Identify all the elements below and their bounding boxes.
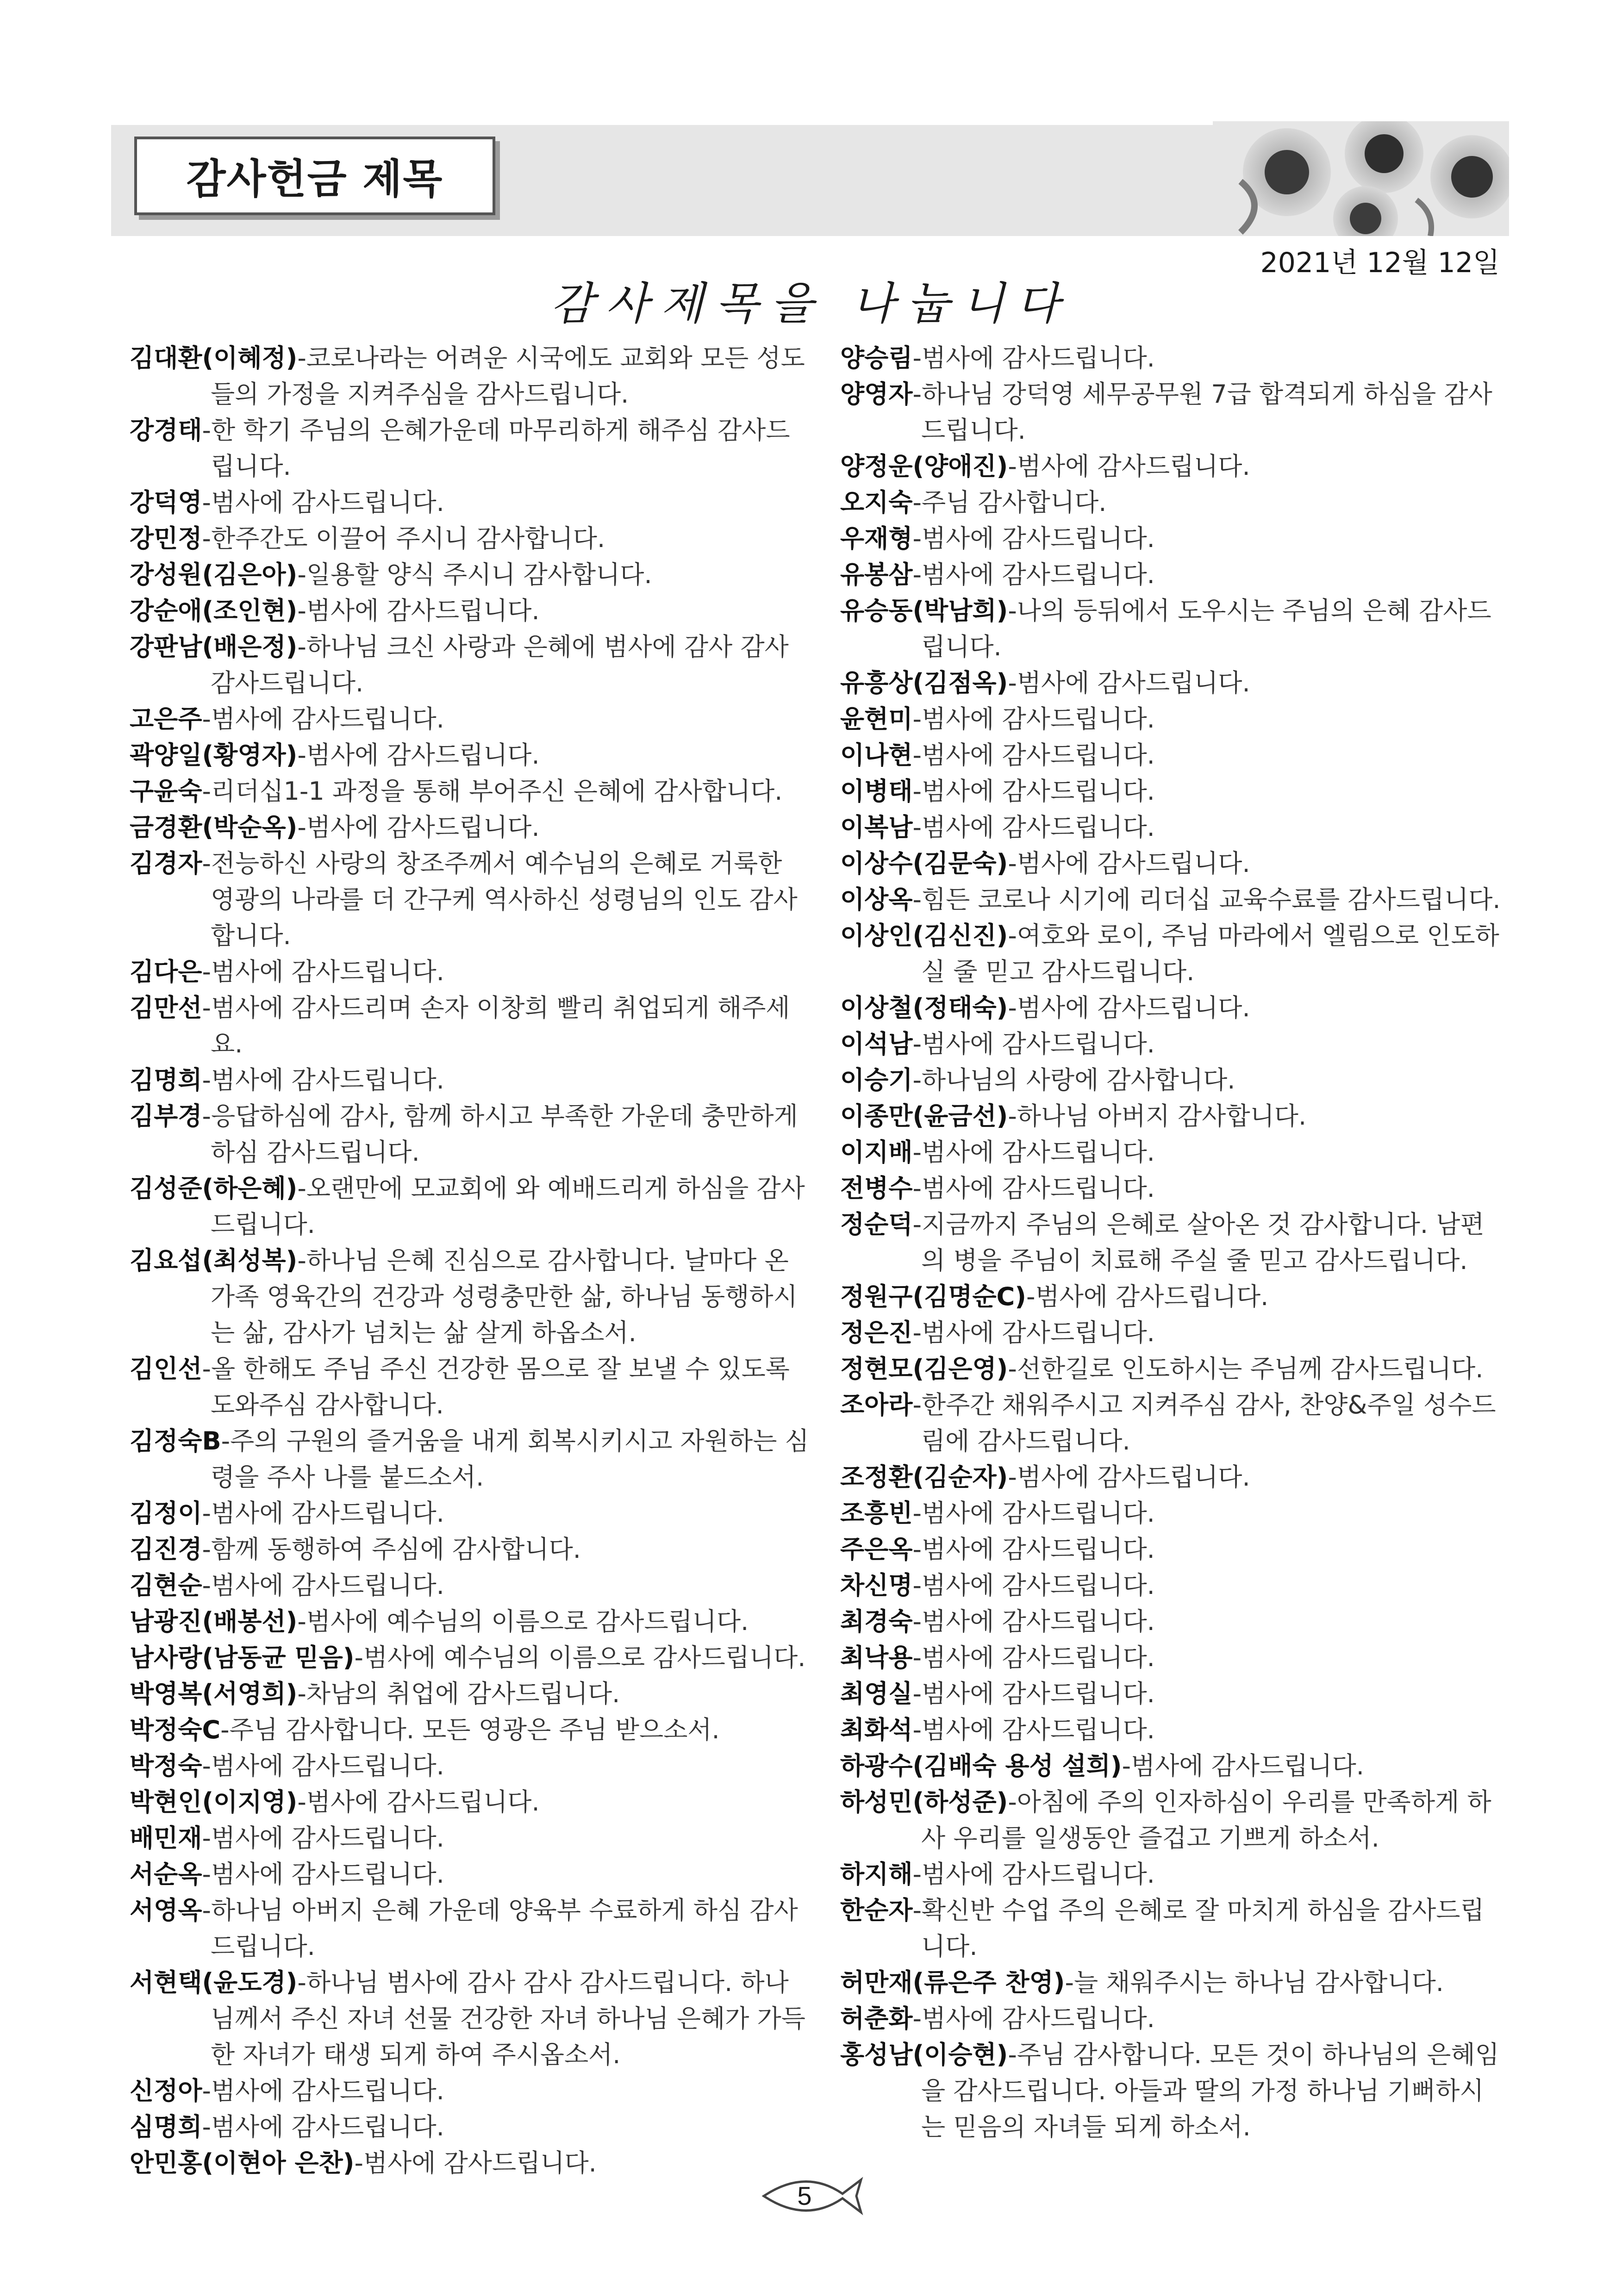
entry-text: -오랜만에 모교회에 와 예배드리게 하심을 감사드립니다. bbox=[211, 1174, 805, 1239]
entry-name: 김명희 bbox=[130, 1065, 202, 1095]
entry-name: 강판남(배은정) bbox=[130, 632, 298, 661]
entry-name: 금경환(박순옥) bbox=[130, 813, 298, 842]
prayer-entry bbox=[130, 1676, 810, 1712]
entry-name: 배민재 bbox=[130, 1823, 202, 1853]
entry-name: 정원구(김명순C) bbox=[840, 1282, 1026, 1311]
entry-text: -올 한해도 주님 주신 건강한 몸으로 잘 보낼 수 있도록 도와주심 감사합니다. bbox=[202, 1354, 790, 1419]
entry-text: -범사에 감사드립니다. bbox=[912, 740, 1155, 770]
entry-name: 김현순 bbox=[130, 1571, 202, 1600]
prayer-entry bbox=[840, 1134, 1507, 1170]
entry-name: 최영실 bbox=[840, 1679, 913, 1708]
prayer-entry bbox=[840, 1892, 1507, 1965]
section-title: 감사헌금 제목 bbox=[186, 155, 443, 203]
entry-text: -범사에 감사드립니다. bbox=[1008, 452, 1250, 481]
entry-text: -주님 감사합니다. 모든 것이 하나님의 은혜임을 감사드립니다. 아들과 딸의 가정 하나님 기뻐하시는 믿음의 자녀들 되게 하소서. bbox=[921, 2040, 1499, 2141]
prayer-entry bbox=[840, 1531, 1507, 1568]
prayer-entry bbox=[840, 485, 1507, 521]
prayer-entry bbox=[130, 737, 810, 773]
entry-name: 심명희 bbox=[130, 2112, 202, 2141]
prayer-entry bbox=[840, 557, 1507, 593]
entry-name: 김만선 bbox=[130, 993, 202, 1022]
prayer-entry bbox=[840, 882, 1507, 918]
prayer-entry bbox=[130, 701, 810, 737]
entry-name: 서순옥 bbox=[130, 1860, 202, 1889]
prayer-entry bbox=[130, 1640, 810, 1676]
entry-name: 이상인(김신진) bbox=[840, 921, 1008, 950]
entry-name: 정은진 bbox=[840, 1318, 913, 1347]
prayer-entry bbox=[840, 1279, 1507, 1315]
entry-name: 윤현미 bbox=[840, 704, 913, 734]
entry-name: 조정환(김순자) bbox=[840, 1462, 1008, 1492]
entry-name: 조흥빈 bbox=[840, 1499, 913, 1528]
entry-name: 이상수(김문숙) bbox=[840, 849, 1008, 878]
prayer-entry bbox=[840, 1387, 1507, 1459]
prayer-entry bbox=[840, 593, 1507, 665]
entry-name: 유승동(박남희) bbox=[840, 596, 1008, 625]
prayer-entry bbox=[840, 1676, 1507, 1712]
entry-name: 김인선 bbox=[130, 1354, 202, 1383]
entry-name: 이종만(윤금선) bbox=[840, 1101, 1008, 1131]
entry-text: -범사에 감사드립니다. bbox=[912, 2004, 1155, 2033]
entry-text: -한주간도 이끌어 주시니 감사합니다. bbox=[202, 524, 605, 553]
entry-text: -범사에 감사드립니다. bbox=[912, 1138, 1155, 1167]
entry-text: -범사에 감사드립니다. bbox=[912, 1571, 1155, 1600]
entry-text: -범사에 감사드립니다. bbox=[202, 1065, 444, 1095]
entry-text: -범사에 감사드립니다. bbox=[912, 1679, 1155, 1708]
entry-text: -범사에 감사드립니다. bbox=[202, 488, 444, 517]
entry-name: 곽양일(황영자) bbox=[130, 740, 298, 770]
prayer-entry bbox=[130, 521, 810, 557]
entry-name: 김성준(하은혜) bbox=[130, 1174, 298, 1203]
prayer-entry bbox=[840, 809, 1507, 846]
prayer-entry bbox=[840, 448, 1507, 485]
entry-name: 조아라 bbox=[840, 1390, 913, 1419]
entry-name: 하광수(김배숙 용성 설희) bbox=[840, 1751, 1122, 1780]
prayer-entry bbox=[840, 2037, 1507, 2145]
prayer-entry bbox=[840, 1640, 1507, 1676]
entry-text: -하나님 아버지 감사합니다. bbox=[1008, 1101, 1307, 1131]
entry-name: 홍성남(이승현) bbox=[840, 2040, 1008, 2069]
entry-name: 김경자 bbox=[130, 849, 202, 878]
prayer-entry bbox=[840, 1568, 1507, 1604]
entry-name: 신정아 bbox=[130, 2076, 202, 2105]
entry-text: -범사에 감사드립니다. bbox=[912, 1499, 1155, 1528]
entry-text: -아침에 주의 인자하심이 우리를 만족하게 하사 우리를 일생동안 즐겁고 기쁘게 하소서. bbox=[921, 1787, 1491, 1853]
entry-text: -한주간 채워주시고 지켜주심 감사, 찬양&주일 성수드림에 감사드립니다. bbox=[912, 1390, 1496, 1456]
prayer-entry bbox=[130, 1748, 810, 1784]
prayer-entry bbox=[840, 990, 1507, 1026]
entry-name: 최경숙 bbox=[840, 1607, 913, 1636]
entry-text: -범사에 감사드립니다. bbox=[912, 813, 1155, 842]
entry-text: -주님 감사합니다. bbox=[912, 488, 1107, 517]
entry-name: 강덕영 bbox=[130, 488, 202, 517]
entry-text: -리더십1-1 과정을 통해 부어주신 은혜에 감사합니다. bbox=[202, 777, 783, 806]
entry-text: -하나님 강덕영 세무공무원 7급 합격되게 하심을 감사드립니다. bbox=[912, 380, 1492, 445]
entry-text: -범사에 예수님의 이름으로 감사드립니다. bbox=[354, 1643, 806, 1672]
prayer-entry bbox=[840, 521, 1507, 557]
prayer-entry bbox=[130, 1604, 810, 1640]
prayer-entry bbox=[840, 2001, 1507, 2037]
entry-text: -범사에 감사드립니다. bbox=[202, 2112, 444, 2141]
prayer-entry bbox=[130, 1351, 810, 1423]
entry-name: 하성민(하성준) bbox=[840, 1787, 1008, 1817]
entry-text: -범사에 감사드립니다. bbox=[1122, 1751, 1364, 1780]
prayer-entry bbox=[130, 990, 810, 1062]
entry-name: 김정이 bbox=[130, 1499, 202, 1528]
entry-text: -하나님 범사에 감사 감사 감사드립니다. 하나님께서 주신 자녀 선물 건강한 자녀 하나님 은혜가 가득한 자녀가 태생 되게 하여 주시옵소서. bbox=[211, 1968, 805, 2069]
entry-text: -범사에 감사드립니다. bbox=[202, 1860, 444, 1889]
entry-name: 강경태 bbox=[130, 416, 202, 445]
prayer-entry bbox=[130, 1423, 810, 1495]
prayer-entry bbox=[130, 340, 810, 412]
entry-name: 안민홍(이현아 은찬) bbox=[130, 2148, 355, 2178]
entry-text: -늘 채워주시는 하나님 감사합니다. bbox=[1065, 1968, 1444, 1997]
sunflower-image bbox=[1213, 121, 1509, 236]
prayer-entry bbox=[840, 773, 1507, 809]
entry-name: 유봉삼 bbox=[840, 560, 913, 589]
entry-name: 김정숙B bbox=[130, 1426, 221, 1456]
entry-name: 오지숙 bbox=[840, 488, 913, 517]
prayer-entry bbox=[840, 1207, 1507, 1279]
entry-text: -하나님의 사랑에 감사합니다. bbox=[912, 1065, 1235, 1095]
page-number: 5 bbox=[797, 2181, 812, 2210]
prayer-entry bbox=[840, 1315, 1507, 1351]
prayer-entry bbox=[840, 1098, 1507, 1134]
prayer-entry bbox=[130, 773, 810, 809]
entry-name: 강민정 bbox=[130, 524, 202, 553]
right-column bbox=[840, 340, 1507, 2145]
entry-name: 전병수 bbox=[840, 1174, 913, 1203]
prayer-entry bbox=[840, 1965, 1507, 2001]
entry-text: -응답하심에 감사, 함께 하시고 부족한 가운데 충만하게 하심 감사드립니다. bbox=[202, 1101, 798, 1167]
entry-name: 양영자 bbox=[840, 380, 913, 409]
prayer-entry bbox=[130, 593, 810, 629]
entry-text: -범사에 감사드립니다. bbox=[912, 1643, 1155, 1672]
entry-name: 우재형 bbox=[840, 524, 913, 553]
entry-name: 박영복(서영희) bbox=[130, 1679, 298, 1708]
prayer-entry bbox=[840, 340, 1507, 376]
prayer-entry bbox=[130, 2145, 810, 2181]
entry-text: -범사에 감사드립니다. bbox=[297, 813, 540, 842]
entry-text: -범사에 감사드립니다. bbox=[202, 704, 444, 734]
entry-text: -범사에 감사드립니다. bbox=[912, 343, 1155, 373]
entry-text: -범사에 감사드립니다. bbox=[1008, 668, 1250, 697]
prayer-entry bbox=[840, 1459, 1507, 1495]
entry-text: -범사에 감사드립니다. bbox=[912, 1715, 1155, 1744]
prayer-entry bbox=[840, 376, 1507, 448]
prayer-entry bbox=[130, 1965, 810, 2073]
prayer-entry bbox=[130, 1495, 810, 1531]
prayer-entry bbox=[130, 809, 810, 846]
entry-text: -범사에 감사드립니다. bbox=[202, 1499, 444, 1528]
entry-text: -범사에 예수님의 이름으로 감사드립니다. bbox=[297, 1607, 749, 1636]
entry-text: -범사에 감사드립니다. bbox=[912, 1029, 1155, 1058]
prayer-entry bbox=[840, 1856, 1507, 1892]
fish-icon bbox=[764, 2180, 861, 2212]
entry-text: -코로나라는 어려운 시국에도 교회와 모든 성도들의 가정을 지켜주심을 감사드립니다. bbox=[211, 343, 805, 409]
entry-text: -확신반 수업 주의 은혜로 잘 마치게 하심을 감사드립니다. bbox=[912, 1896, 1485, 1961]
entry-text: -범사에 감사드립니다. bbox=[297, 740, 540, 770]
entry-text: -여호와 로이, 주님 마라에서 엘림으로 인도하실 줄 믿고 감사드립니다. bbox=[921, 921, 1499, 986]
prayer-entry bbox=[130, 1531, 810, 1568]
entry-name: 김대환(이혜정) bbox=[130, 343, 298, 373]
entry-text: -범사에 감사드립니다. bbox=[202, 1571, 444, 1600]
entry-text: -범사에 감사드립니다. bbox=[912, 1174, 1155, 1203]
entry-name: 구윤숙 bbox=[130, 777, 202, 806]
prayer-entry bbox=[840, 846, 1507, 882]
entry-name: 이승기 bbox=[840, 1065, 913, 1095]
entry-text: -나의 등뒤에서 도우시는 주님의 은혜 감사드립니다. bbox=[921, 596, 1491, 661]
prayer-entry bbox=[130, 1892, 810, 1965]
entry-name: 강성원(김은아) bbox=[130, 560, 298, 589]
entry-text: -범사에 감사드립니다. bbox=[912, 1607, 1155, 1636]
entry-name: 서현택(윤도경) bbox=[130, 1968, 298, 1997]
entry-text: -범사에 감사드립니다. bbox=[202, 957, 444, 986]
entry-name: 허춘화 bbox=[840, 2004, 913, 2033]
entry-name: 한순자 bbox=[840, 1896, 913, 1925]
entry-text: -하나님 아버지 은혜 가운데 양육부 수료하게 하심 감사드립니다. bbox=[202, 1896, 798, 1961]
entry-name: 박현인(이지영) bbox=[130, 1787, 298, 1817]
entry-text: -범사에 감사드립니다. bbox=[1026, 1282, 1269, 1311]
entry-text: -범사에 감사드리며 손자 이창희 빨리 취업되게 해주세요. bbox=[202, 993, 790, 1058]
prayer-entry bbox=[130, 2073, 810, 2109]
entry-name: 유흥상(김점옥) bbox=[840, 668, 1008, 697]
entry-name: 이지배 bbox=[840, 1138, 913, 1167]
entry-name: 김요섭(최성복) bbox=[130, 1246, 298, 1275]
entry-name: 이상철(정태숙) bbox=[840, 993, 1008, 1022]
entry-name: 서영옥 bbox=[130, 1896, 202, 1925]
entry-name: 고은주 bbox=[130, 704, 202, 734]
entry-text: -주님 감사합니다. 모든 영광은 주님 받으소서. bbox=[220, 1715, 720, 1744]
entry-text: -범사에 감사드립니다. bbox=[202, 1751, 444, 1780]
prayer-entry bbox=[840, 665, 1507, 701]
entry-text: -힘든 코로나 시기에 리더십 교육수료를 감사드립니다. bbox=[912, 885, 1501, 914]
entry-name: 양정운(양애진) bbox=[840, 452, 1008, 481]
entry-text: -범사에 감사드립니다. bbox=[912, 524, 1155, 553]
entry-text: -범사에 감사드립니다. bbox=[1008, 849, 1250, 878]
entry-text: -함께 동행하여 주심에 감사합니다. bbox=[202, 1535, 581, 1564]
prayer-entry bbox=[130, 1856, 810, 1892]
prayer-entry bbox=[840, 1170, 1507, 1207]
issue-date: 2021년 12월 12일 bbox=[1260, 247, 1500, 279]
page-number-fish bbox=[750, 2171, 870, 2221]
entry-name: 이나현 bbox=[840, 740, 913, 770]
entry-name: 최낙용 bbox=[840, 1643, 913, 1672]
entry-name: 허만재(류은주 찬영) bbox=[840, 1968, 1065, 1997]
prayer-entry bbox=[840, 1495, 1507, 1531]
prayer-entry bbox=[130, 1712, 810, 1748]
entry-text: -범사에 감사드립니다. bbox=[912, 1535, 1155, 1564]
entry-text: -범사에 감사드립니다. bbox=[297, 1787, 540, 1817]
entry-text: -범사에 감사드립니다. bbox=[297, 596, 540, 625]
prayer-entry bbox=[130, 2109, 810, 2145]
prayer-entry bbox=[840, 1604, 1507, 1640]
prayer-entry bbox=[840, 1062, 1507, 1098]
entry-text: -범사에 감사드립니다. bbox=[1008, 993, 1250, 1022]
entry-text: -차남의 취업에 감사드립니다. bbox=[297, 1679, 620, 1708]
subtitle-handwritten: 감사제목을 나눕니다 bbox=[550, 278, 1072, 330]
entry-text: -주의 구원의 즐거움을 내게 회복시키시고 자원하는 심령을 주사 나를 붙드소서. bbox=[211, 1426, 809, 1492]
entry-text: -범사에 감사드립니다. bbox=[912, 560, 1155, 589]
prayer-entry bbox=[130, 412, 810, 485]
entry-name: 차신명 bbox=[840, 1571, 913, 1600]
prayer-entry bbox=[130, 1784, 810, 1820]
entry-name: 박정숙 bbox=[130, 1751, 202, 1780]
entry-name: 이복남 bbox=[840, 813, 913, 842]
entry-text: -하나님 크신 사랑과 은혜에 범사에 감사 감사 감사드립니다. bbox=[211, 632, 789, 697]
prayer-entry bbox=[840, 1351, 1507, 1387]
entry-text: -범사에 감사드립니다. bbox=[1008, 1462, 1250, 1492]
entry-text: -범사에 감사드립니다. bbox=[202, 2076, 444, 2105]
entry-name: 최화석 bbox=[840, 1715, 913, 1744]
entry-name: 주은옥 bbox=[840, 1535, 913, 1564]
prayer-entry bbox=[130, 557, 810, 593]
entry-name: 양승림 bbox=[840, 343, 913, 373]
prayer-entry bbox=[130, 954, 810, 990]
entry-name: 남사랑(남동균 믿음) bbox=[130, 1643, 355, 1672]
prayer-entry bbox=[840, 737, 1507, 773]
left-column bbox=[130, 340, 810, 2181]
section-title-box bbox=[134, 137, 495, 215]
entry-text: -지금까지 주님의 은혜로 살아온 것 감사합니다. 남편의 병을 주님이 치료해 주실 줄 믿고 감사드립니다. bbox=[912, 1210, 1485, 1275]
entry-name: 하지해 bbox=[840, 1860, 913, 1889]
entry-name: 남광진(배봉선) bbox=[130, 1607, 298, 1636]
prayer-entry bbox=[130, 485, 810, 521]
entry-text: -범사에 감사드립니다. bbox=[912, 777, 1155, 806]
prayer-entry bbox=[130, 846, 810, 954]
entry-text: -범사에 감사드립니다. bbox=[912, 1860, 1155, 1889]
entry-text: -범사에 감사드립니다. bbox=[912, 704, 1155, 734]
entry-name: 정현모(김은영) bbox=[840, 1354, 1008, 1383]
prayer-entry bbox=[840, 1712, 1507, 1748]
prayer-entry bbox=[840, 1784, 1507, 1856]
prayer-entry bbox=[130, 1170, 810, 1243]
prayer-entry bbox=[840, 701, 1507, 737]
prayer-entry bbox=[130, 629, 810, 701]
entry-name: 강순애(조인현) bbox=[130, 596, 298, 625]
entry-name: 김진경 bbox=[130, 1535, 202, 1564]
prayer-entry bbox=[130, 1098, 810, 1170]
entry-text: -선한길로 인도하시는 주님께 감사드립니다. bbox=[1008, 1354, 1484, 1383]
entry-name: 이병태 bbox=[840, 777, 913, 806]
prayer-entry bbox=[840, 918, 1507, 990]
entry-name: 박정숙C bbox=[130, 1715, 221, 1744]
prayer-entry bbox=[130, 1820, 810, 1856]
entry-name: 김부경 bbox=[130, 1101, 202, 1131]
entry-text: -범사에 감사드립니다. bbox=[202, 1823, 444, 1853]
prayer-entry bbox=[130, 1062, 810, 1098]
entry-text: -일용할 양식 주시니 감사합니다. bbox=[297, 560, 652, 589]
entry-name: 이석남 bbox=[840, 1029, 913, 1058]
prayer-entry bbox=[130, 1568, 810, 1604]
entry-text: -하나님 은혜 진심으로 감사합니다. 날마다 온 가족 영육간의 건강과 성령충만한 삶, 하나님 동행하시는 삶, 감사가 넘치는 삶 살게 하옵소서. bbox=[211, 1246, 798, 1347]
entry-text: -한 학기 주님의 은혜가운데 마무리하게 해주심 감사드립니다. bbox=[202, 416, 790, 481]
entry-text: -범사에 감사드립니다. bbox=[912, 1318, 1155, 1347]
entry-text: -전능하신 사랑의 창조주께서 예수님의 은혜로 거룩한 영광의 나라를 더 간구케 역사하신 성령님의 인도 감사합니다. bbox=[202, 849, 798, 950]
entry-name: 정순덕 bbox=[840, 1210, 913, 1239]
entry-name: 이상옥 bbox=[840, 885, 913, 914]
entry-text: -범사에 감사드립니다. bbox=[354, 2148, 597, 2178]
prayer-entry bbox=[840, 1748, 1507, 1784]
prayer-entry bbox=[130, 1243, 810, 1351]
entry-name: 김다은 bbox=[130, 957, 202, 986]
prayer-entry bbox=[840, 1026, 1507, 1062]
